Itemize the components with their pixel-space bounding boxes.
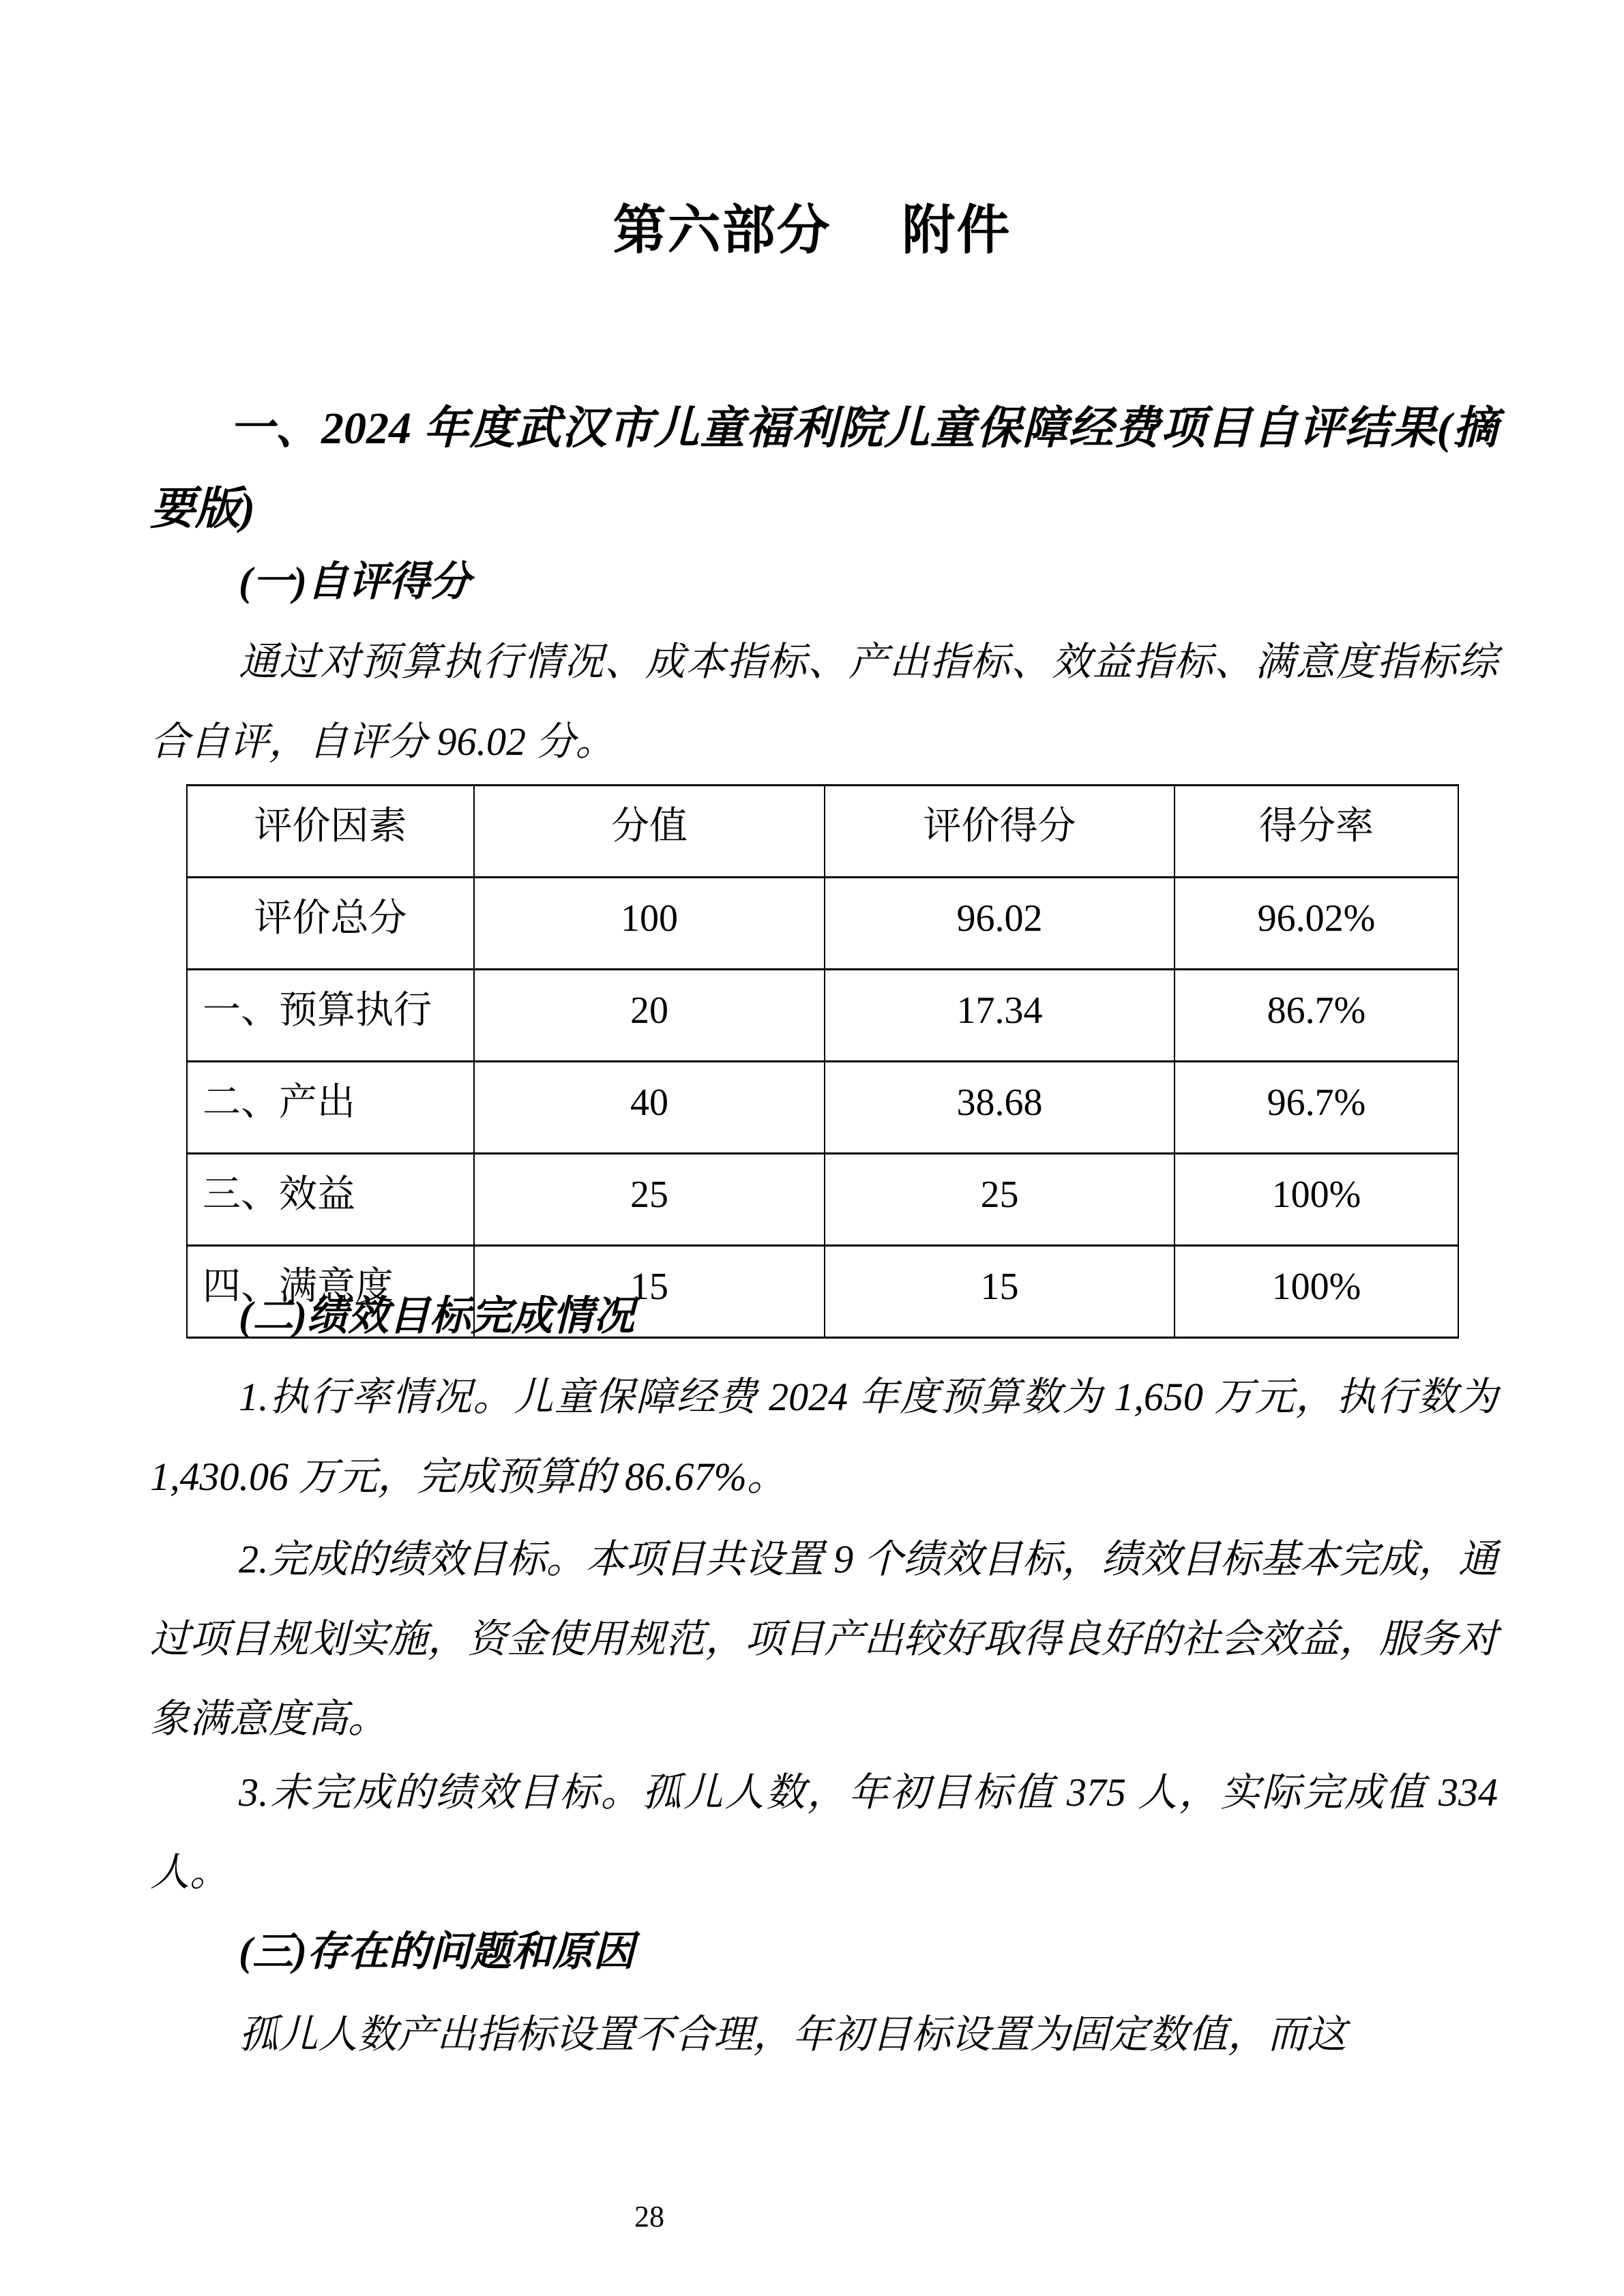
subsection-heading-problems: (三)存在的问题和原因 <box>239 1929 634 1974</box>
cell-rate: 100% <box>1175 1246 1458 1338</box>
header-cell-max-score: 分值 <box>474 786 825 878</box>
cell-max-score: 25 <box>474 1154 825 1246</box>
cell-score: 38.68 <box>825 1062 1175 1154</box>
cell-factor: 评价总分 <box>187 878 474 970</box>
cell-score: 25 <box>825 1154 1175 1246</box>
cell-max-score: 100 <box>474 878 825 970</box>
paragraph-execution-rate: 1.执行率情况。儿童保障经费 2024 年度预算数为 1,650 万元，执行数为 1,430.06 万元，完成预算的 86.67%。 <box>150 1375 1498 1499</box>
subsection-heading-target-completion: (二)绩效目标完成情况 <box>239 1294 634 1339</box>
paragraph-completed-targets: 2.完成的绩效目标。本项目共设置 9 个绩效目标，绩效目标基本完成，通过项目规划实施，资金使用规范，项目产出较好取得良好的社会效益，服务对象满意度高。 <box>150 1537 1498 1741</box>
subsection-heading-self-score: (一)自评得分 <box>239 559 471 604</box>
table-row-output <box>187 1062 1458 1154</box>
paragraph-unmet-targets: 3.未完成的绩效目标。孤儿人数，年初目标值 375 人，实际完成值 334 人。 <box>150 1770 1498 1894</box>
table-row-total <box>187 878 1458 970</box>
section-heading: 一、2024 年度武汉市儿童福利院儿童保障经费项目自评结果(摘要版) <box>150 404 1498 534</box>
cell-rate: 96.02% <box>1175 878 1458 970</box>
header-cell-score: 评价得分 <box>825 786 1175 878</box>
document-title: 第六部分 附件 <box>612 200 1012 260</box>
cell-rate: 86.7% <box>1175 970 1458 1062</box>
table-header-row <box>187 786 1458 878</box>
cell-max-score: 15 <box>474 1246 825 1338</box>
table-row-budget-execution <box>187 970 1458 1062</box>
cell-factor: 三、效益 <box>187 1154 474 1246</box>
cell-score: 15 <box>825 1246 1175 1338</box>
cell-score: 96.02 <box>825 878 1175 970</box>
cell-factor: 二、产出 <box>187 1062 474 1154</box>
paragraph-self-score: 通过对预算执行情况、成本指标、产出指标、效益指标、满意度指标综合自评，自评分 96.02 分。 <box>150 640 1498 764</box>
page-number: 28 <box>634 2200 664 2233</box>
cell-max-score: 40 <box>474 1062 825 1154</box>
header-cell-rate: 得分率 <box>1175 786 1458 878</box>
cell-rate: 100% <box>1175 1154 1458 1246</box>
cell-factor: 一、预算执行 <box>187 970 474 1062</box>
score-table <box>186 784 1459 1339</box>
cell-score: 17.34 <box>825 970 1175 1062</box>
cell-factor: 四、满意度 <box>187 1246 474 1338</box>
cell-rate: 96.7% <box>1175 1062 1458 1154</box>
cell-max-score: 20 <box>474 970 825 1062</box>
header-cell-factor: 评价因素 <box>187 786 474 878</box>
table-row-benefit <box>187 1154 1458 1246</box>
paragraph-problems: 孤儿人数产出指标设置不合理，年初目标设置为固定数值，而这 <box>239 2012 1347 2057</box>
